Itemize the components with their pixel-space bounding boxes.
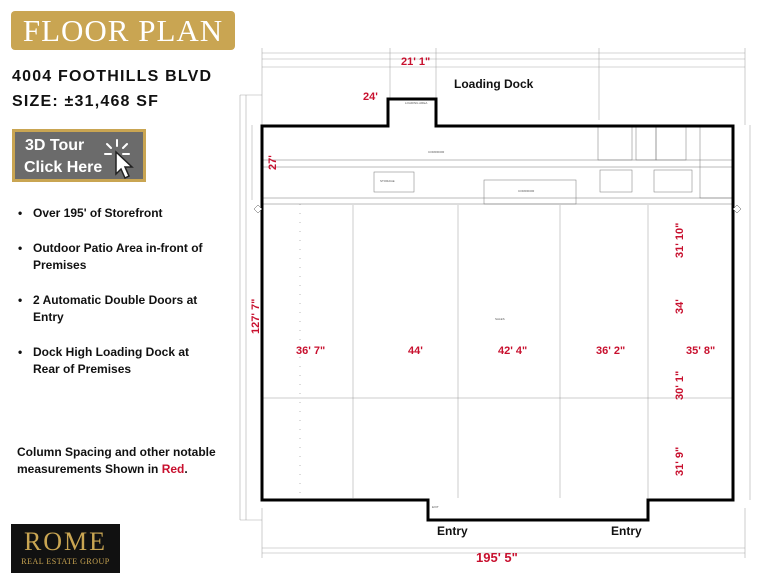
dim-bay-5: 35' 8" [686, 345, 716, 357]
logo-subtitle: REAL ESTATE GROUP [21, 557, 110, 566]
entry-right-label: Entry [611, 524, 642, 538]
dim-bay-4: 36' 2" [596, 345, 626, 357]
interior-walls [262, 126, 733, 500]
dim-v-2: 34' [674, 299, 686, 314]
dim-bay-2: 44' [408, 345, 423, 357]
dim-north-wall: 27' [267, 155, 279, 170]
room-corridor: CORRIDOR [428, 150, 445, 154]
entry-left-label: Entry [437, 524, 468, 538]
dim-v-4: 31' 9" [674, 446, 686, 476]
note-end: . [184, 462, 188, 476]
room-storage: STORAGE [380, 179, 395, 183]
dim-overall-depth: 127' 7" [250, 298, 262, 334]
dim-v-3: 30' 1" [674, 370, 686, 400]
note-red: Red [161, 462, 185, 476]
dim-dock-depth: 24' [363, 91, 378, 103]
tour-label-line1: 3D Tour [25, 137, 85, 154]
dim-bay-1: 36' 7" [296, 345, 326, 357]
tour-label-line2: Click Here [24, 159, 103, 176]
building-outline [262, 99, 733, 520]
logo-name: ROME [23, 527, 108, 556]
room-corridor-2: CORRIDOR [518, 189, 535, 193]
feature-item: • Outdoor Patio Area in-front of Premises [18, 240, 218, 274]
badge-title: FLOOR PLAN [22, 12, 224, 48]
note-text: Column Spacing and other notable measurements Shown in [17, 445, 216, 476]
property-size: SIZE: ±31,468 SF [12, 93, 160, 110]
room-loading: LOADING AREA [405, 101, 428, 105]
loading-dock-label: Loading Dock [454, 77, 534, 91]
dim-v-1: 31' 10" [674, 222, 686, 258]
room-exit: EXIT [432, 505, 439, 509]
dim-bay-3: 42' 4" [498, 345, 528, 357]
exit-markers [254, 205, 741, 213]
dim-overall-width: 195' 5" [476, 550, 518, 565]
feature-item: • Over 195' of Storefront [18, 205, 218, 222]
feature-item: • 2 Automatic Double Doors at Entry [18, 292, 218, 326]
feature-item: • Dock High Loading Dock at Rear of Premises [18, 344, 218, 378]
property-address: 4004 FOOTHILLS BLVD [12, 68, 213, 85]
room-sales: SALES [495, 317, 505, 321]
dim-dock-width: 21' 1" [401, 56, 431, 68]
